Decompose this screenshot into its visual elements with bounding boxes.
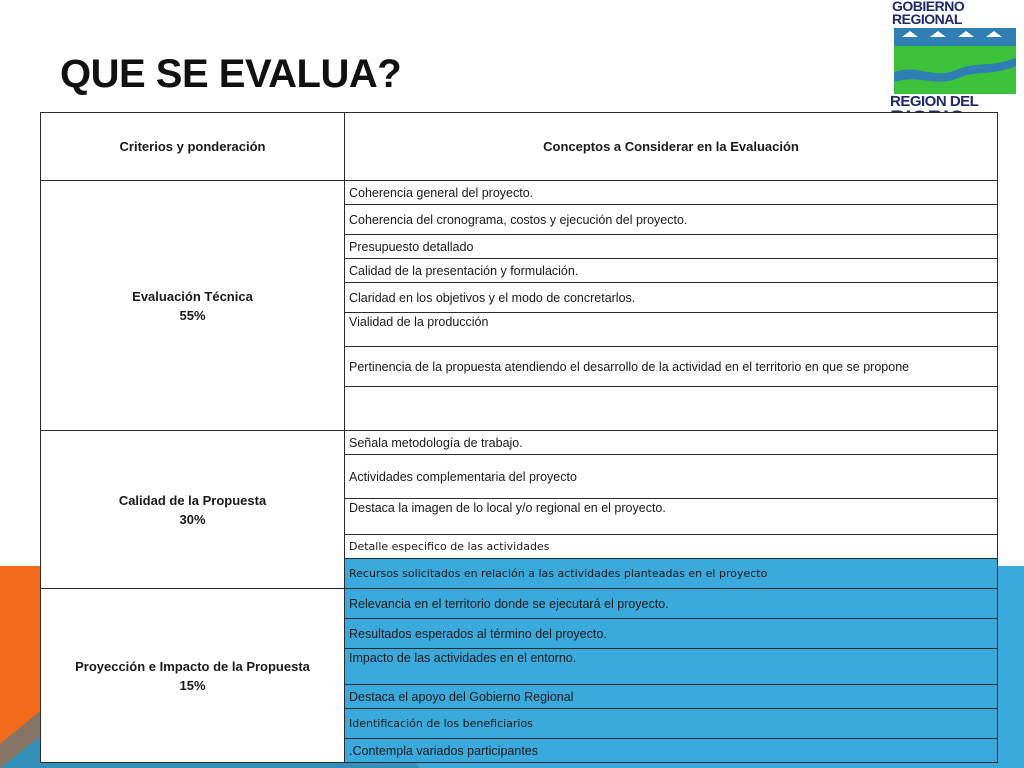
- logo-text-top: [892, 0, 1018, 26]
- evaluation-criteria-table: [40, 112, 998, 763]
- criterion-item: Destaca el apoyo del Gobierno Regional: [345, 685, 998, 709]
- criterion-item: Presupuesto detallado: [345, 235, 998, 259]
- group-name: Proyección e Impacto de la Propuesta: [75, 658, 310, 674]
- criterion-item: Actividades complementaria del proyecto: [345, 455, 998, 499]
- criterion-item: Claridad en los objetivos y el modo de concretarlos.: [345, 283, 998, 313]
- group-calidad-propuesta: [41, 431, 345, 589]
- criterion-item: Vialidad de la producción: [345, 313, 998, 347]
- criterion-item: Coherencia del cronograma, costos y ejecución del proyecto.: [345, 205, 998, 235]
- group-weight: 30%: [179, 511, 206, 527]
- group-name: Evaluación Técnica: [132, 288, 253, 304]
- logo-line-2: REGIONAL: [892, 11, 962, 27]
- logo-line-1: GOBIERNO: [892, 0, 965, 14]
- criterion-item: .Contempla variados participantes: [345, 739, 998, 763]
- criterion-item: Relevancia en el territorio donde se ejecutará el proyecto.: [345, 589, 998, 619]
- criterion-item: Señala metodología de trabajo.: [345, 431, 998, 455]
- slide-title: QUE SE EVALUA?: [60, 52, 402, 96]
- criterion-item: Destaca la imagen de lo local y/o regional en el proyecto.: [345, 499, 998, 535]
- criterion-item: Recursos solicitados en relación a las actividades planteadas en el proyecto: [345, 559, 998, 589]
- criterion-item: Coherencia general del proyecto.: [345, 181, 998, 205]
- table-row: [41, 181, 998, 205]
- criterion-item: Impacto de las actividades en el entorno.: [345, 649, 998, 685]
- group-weight: 15%: [179, 677, 206, 693]
- header-criteria: Criterios y ponderación: [41, 113, 345, 181]
- group-evaluacion-tecnica: [41, 181, 345, 431]
- criterion-item: Resultados esperados al término del proyecto.: [345, 619, 998, 649]
- criterion-item-empty: [345, 387, 998, 431]
- table-header-row: [41, 113, 998, 181]
- group-name: Calidad de la Propuesta: [118, 492, 267, 508]
- logo-river-icon: [894, 28, 1016, 94]
- logo-line-3: REGION DEL: [890, 93, 979, 110]
- criterion-item: Pertinencia de la propuesta atendiendo el desarrollo de la actividad en el territorio en que se propone: [345, 347, 998, 387]
- table-row: [41, 589, 998, 619]
- criterion-item: Detalle especifico de las actividades: [345, 535, 998, 559]
- table-row: [41, 431, 998, 455]
- header-concepts: Conceptos a Considerar en la Evaluación: [345, 113, 998, 181]
- criterion-item: Calidad de la presentación y formulación.: [345, 259, 998, 283]
- group-proyeccion-impacto: [41, 589, 345, 763]
- group-weight: 55%: [179, 307, 206, 323]
- criterion-item: Identificación de los beneficiarios: [345, 709, 998, 739]
